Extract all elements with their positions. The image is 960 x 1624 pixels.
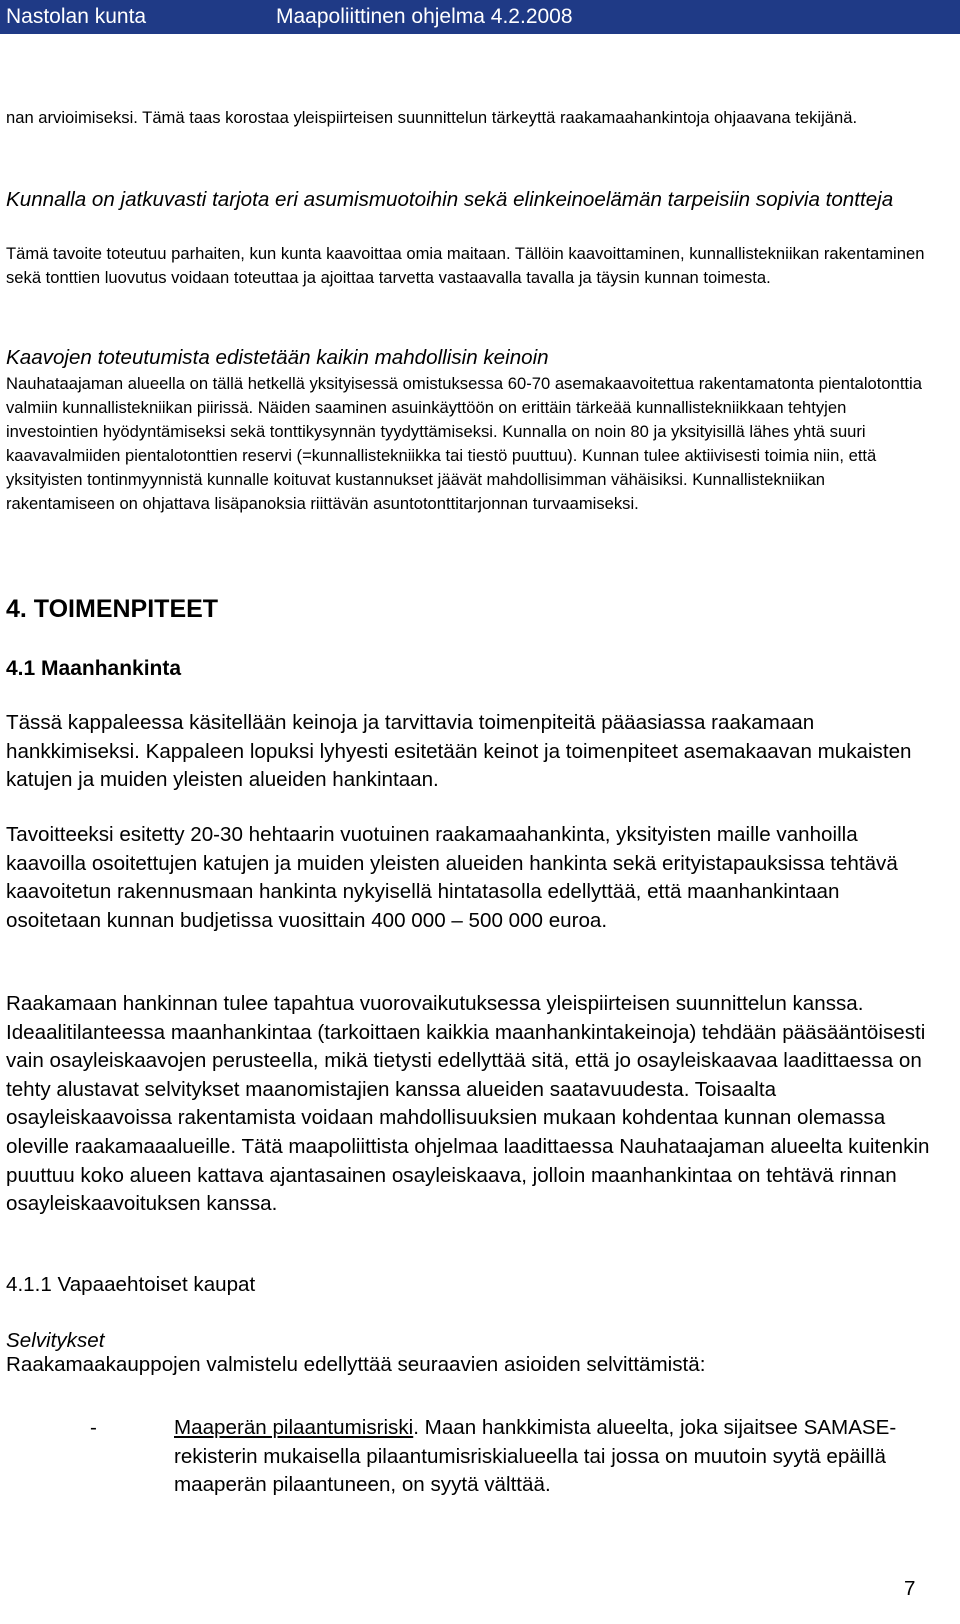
list-item (6, 1414, 934, 1504)
subsubsection-heading: 4.1.1 Vapaaehtoiset kaupat (6, 1273, 256, 1296)
lead-heading-plots: Kunnalla on jatkuvasti tarjota eri asumismuotoihin sekä elinkeinoelämän tarpeisiin sopivia tontteja (6, 188, 894, 211)
header-document-title: Maapoliittinen ohjelma 4.2.2008 (276, 5, 573, 28)
section-heading: 4. TOIMENPITEET (6, 595, 219, 623)
paragraph-section-intro: Tässä kappaleessa käsitellään keinoja ja tarvittavia toimenpiteitä pääasiassa raakamaan hankkimiseksi. Kappaleen lopuksi lyhyesti esitetään keinot ja toimenpiteet asemakaavan mukaisten katujen ja muiden yleisten alueiden hankintaan. (6, 711, 912, 792)
paragraph-prerequisites: Raakamaakauppojen valmistelu edellyttää seuraavien asioiden selvittämistä: (6, 1353, 706, 1376)
paragraph-intro: nan arvioimiseksi. Tämä taas korostaa yleispiirteisen suunnittelun tärkeyttä raakamaahankintoja ohjaavana tekijänä. (6, 108, 858, 127)
lead-heading-plans: Kaavojen toteutumista edistetään kaikin mahdollisin keinoin (6, 346, 549, 369)
list-item-term: Maaperän pilaantumisriski (174, 1416, 414, 1439)
paragraph-raw-land: Raakamaan hankinnan tulee tapahtua vuorovaikutuksessa yleispiirteisen suunnittelun kanssa. Ideaalitilanteessa maanhankintaa (tarkoittaen kaikkia maanhankintakeinoja) tehdään pääsääntöisesti vain osayleiskaavojen perusteella, mikä tietysti edellyttää sitä, että jo osayleiskaavaa laadittaessa on tehty alustavat selvitykset maanomistajien kanssa alueiden saatavuudesta. Toisaalta osayleiskaavoissa rakentamista voidaan mahdollisuuksien mukaan kohdentaa kunnan olemassa oleville raakamaaalueille. Tätä maapoliittista ohjelmaa laadittaessa Nauhataajaman alueelta kuitenkin puuttuu koko alueen kattava ajantasainen osayleiskaava, jolloin maanhankintaa on tehtävä rinnan osayleiskaavoituksen kanssa. (6, 992, 930, 1216)
paragraph-plots: Tämä tavoite toteutuu parhaiten, kun kunta kaavoittaa omia maitaan. Tällöin kaavoittaminen, kunnallistekniikan rakentaminen sekä tonttien luovutus voidaan toteuttaa ja ajoittaa tarvetta vastaavalla tavalla ja täysin kunnan toimesta. (6, 244, 925, 287)
header-municipality: Nastolan kunta (6, 5, 147, 28)
list-dash: - (90, 1416, 97, 1439)
list-item-text (174, 1414, 934, 1500)
selvitykset-heading: Selvitykset (6, 1329, 105, 1352)
paragraph-targets: Tavoitteeksi esitetty 20-30 hehtaarin vuotuinen raakamaahankinta, yksityisten maille vanhoilla kaavoilla osoitettujen katujen ja muiden yleisten alueiden hankinta sekä erityistapauksissa tehtävä kaavoitetun rakennusmaan hankinta nykyisellä hintatasolla edellyttää, että maanhankintaan osoitetaan kunnan budjetissa vuosittain 400 000 – 500 000 euroa. (6, 823, 898, 932)
page-number: 7 (904, 1577, 916, 1600)
subsection-heading: 4.1 Maanhankinta (6, 657, 182, 680)
paragraph-plans: Nauhataajaman alueella on tällä hetkellä yksityisessä omistuksessa 60-70 asemakaavoitettua rakentamatonta pientalotonttia valmiin kunnallistekniikan piirissä. Näiden saaminen asuinkäyttöön on erittäin tärkeää kunnallistekniikkaan tehtyjen investointien hyödyntämiseksi sekä tonttikysynnän tyydyttämiseksi. Kunnalla on noin 80 ja yksityisillä lähes yhtä suuri kaavavalmiiden pientalotonttien reservi (=kunnallistekniikka tai tiestö puuttuu). Kunnan tulee aktiivisesti toimia niin, että yksityisten tontinmyynnistä kunnalle koituvat kustannukset jäävät mahdollisimman vähäisiksi. Kunnallistekniikan rakentamiseen on ohjattava lisäpanoksia riittävän asuntotonttitarjonnan turvaamiseksi. (6, 374, 922, 513)
list-item-description: . Maan hankkimista alueelta, joka sijaitsee SAMASE-rekisterin mukaisella pilaantumisriskialueella tai jossa on muutoin syytä epäillä maaperän pilaantuneen, on syytä välttää. (174, 1416, 897, 1497)
page-header (0, 0, 960, 34)
